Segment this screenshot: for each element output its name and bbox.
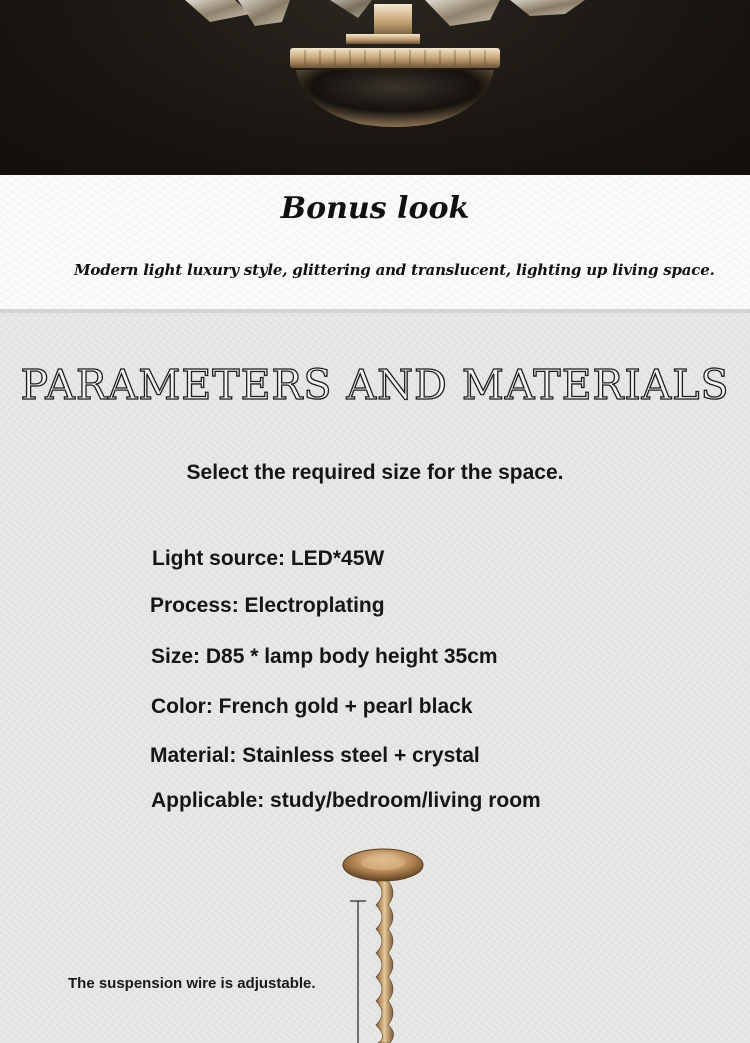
lamp-suspension-image	[330, 843, 440, 1043]
bonus-look-title: Bonus look	[280, 191, 470, 226]
spec-material: Material: Stainless steel + crystal	[150, 744, 480, 767]
spec-size: Size: D85 * lamp body height 35cm	[151, 645, 498, 668]
bonus-look-subtitle: Modern light luxury style, glittering and translucent, lighting up living space.	[74, 261, 715, 279]
chandelier-photo-top	[0, 0, 750, 175]
bonus-look-section	[0, 175, 750, 313]
chandelier-detail-image	[0, 0, 750, 175]
parameters-title: PARAMETERS AND MATERIALS	[20, 361, 730, 409]
suspension-wire-note: The suspension wire is adjustable.	[68, 975, 316, 992]
parameters-section	[0, 313, 750, 1040]
spec-process: Process: Electroplating	[150, 594, 385, 617]
spec-applicable: Applicable: study/bedroom/living room	[151, 789, 541, 812]
spec-color: Color: French gold + pearl black	[151, 695, 473, 718]
parameters-subtitle: Select the required size for the space.	[186, 461, 564, 484]
spec-light-source: Light source: LED*45W	[152, 547, 385, 570]
